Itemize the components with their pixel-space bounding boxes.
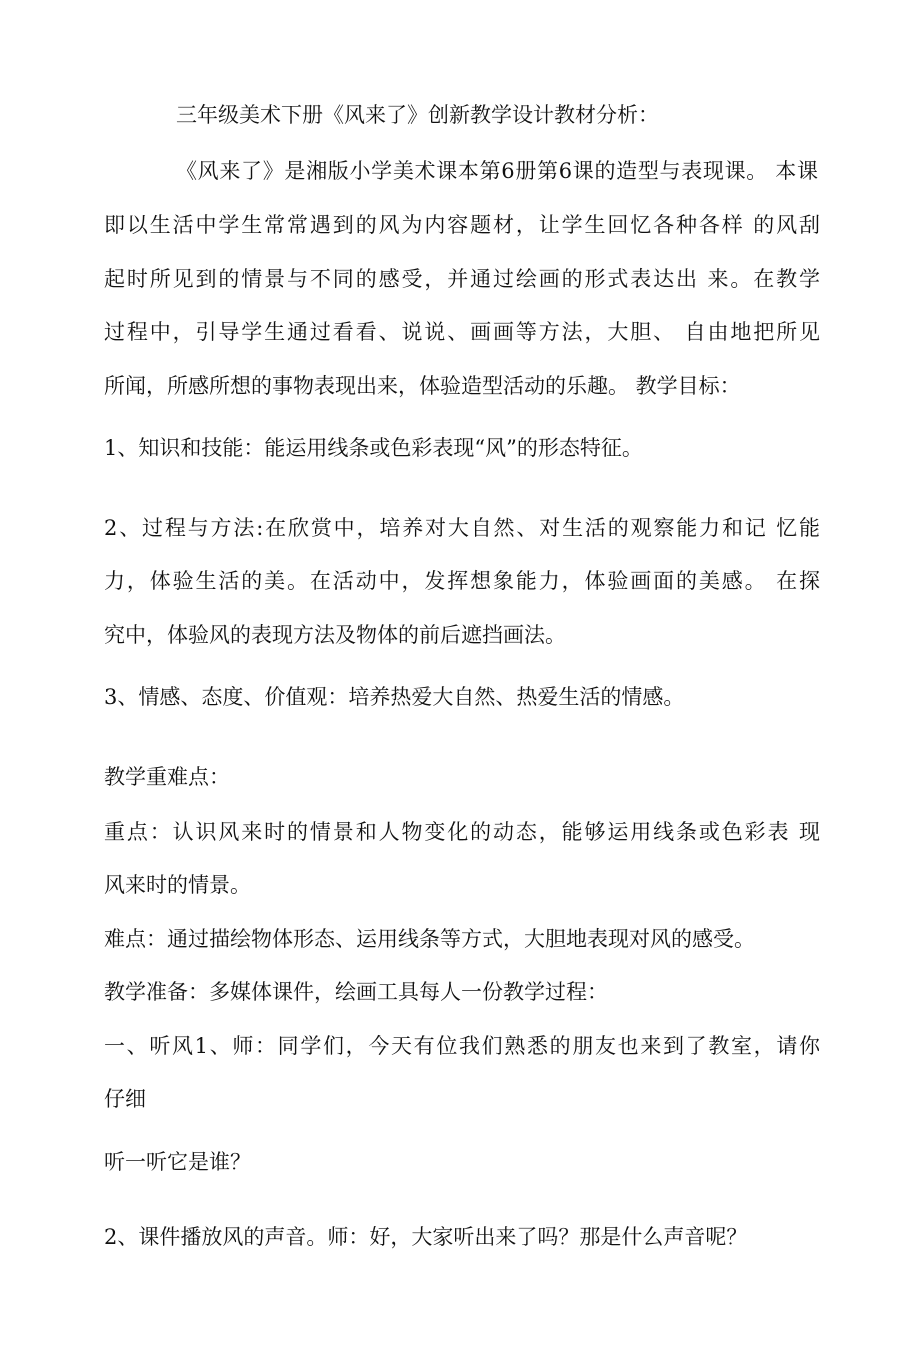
intro-line-1: 《风来了》是湘版小学美术课本第6册第6课的造型与表现课。 本课 <box>176 159 818 183</box>
teaching-preparation: 教学准备：多媒体课件，绘画工具每人一份教学过程： <box>104 980 608 1004</box>
step-2: 2、课件播放风的声音。师：好，大家听出来了吗？那是什么声音呢？ <box>104 1225 748 1249</box>
key-point-line-1: 重点：认识风来时的情景和人物变化的动态，能够运用线条或色彩表 现 <box>104 820 820 844</box>
goal-process-line-2: 力，体验生活的美。在活动中，发挥想象能力，体验画面的美感。 在探 <box>104 569 820 593</box>
goal-emotion: 3、情感、态度、价值观：培养热爱大自然、热爱生活的情感。 <box>104 685 685 709</box>
document-title: 三年级美术下册《风来了》创新教学设计教材分析： <box>176 103 659 127</box>
intro-line-5: 所闻，所感所想的事物表现出来，体验造型活动的乐趣。 教学目标： <box>104 374 741 398</box>
goal-process-line-3: 究中，体验风的表现方法及物体的前后遮挡画法。 <box>104 623 566 647</box>
key-point-line-2: 风来时的情景。 <box>104 873 251 897</box>
difficult-point: 难点：通过描绘物体形态、运用线条等方式，大胆地表现对风的感受。 <box>104 927 755 951</box>
listen-line-2: 仔细 <box>104 1087 146 1111</box>
listen-line-1: 一、听风1、师：同学们，今天有位我们熟悉的朋友也来到了教室，请你 <box>104 1034 820 1058</box>
intro-line-3: 起时所见到的情景与不同的感受，并通过绘画的形式表达出 来。在教学 <box>104 267 820 291</box>
intro-line-2: 即以生活中学生常常遇到的风为内容题材，让学生回忆各种各样 的风刮 <box>104 213 820 237</box>
key-difficult-heading: 教学重难点： <box>104 765 230 789</box>
intro-line-4: 过程中，引导学生通过看看、说说、画画等方法，大胆、 自由地把所见 <box>104 320 820 344</box>
goal-process-line-1: 2、过程与方法:在欣赏中，培养对大自然、对生活的观察能力和记 忆能 <box>104 516 820 540</box>
listen-line-3: 听一听它是谁？ <box>104 1150 251 1174</box>
goal-knowledge: 1、知识和技能：能运用线条或色彩表现“风”的形态特征。 <box>104 436 643 460</box>
